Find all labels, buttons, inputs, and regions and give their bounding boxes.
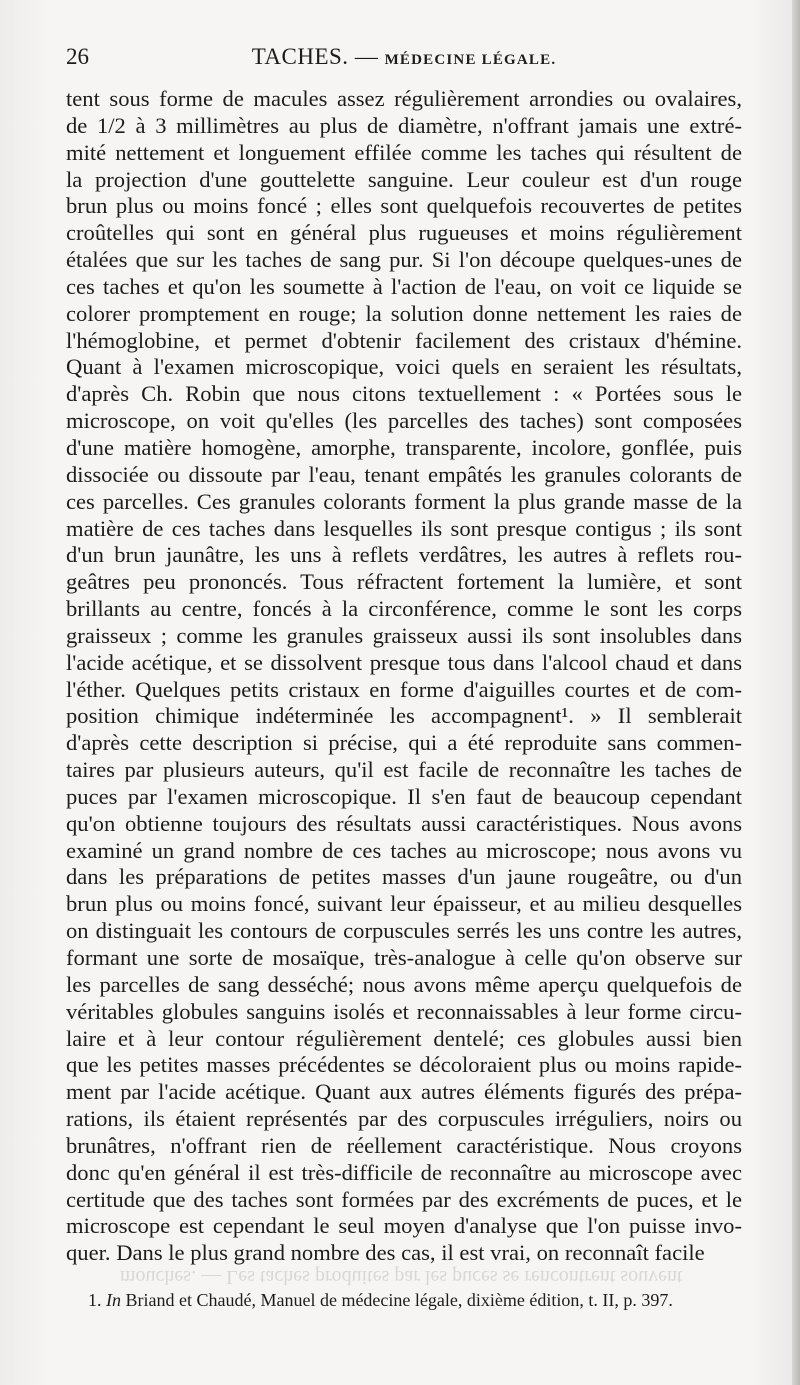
text-line: étalées que sur les taches de sang pur. Si l'on découpe quelques-unes de bbox=[66, 247, 742, 273]
text-line: dans les préparations de petites masses d'un jaune rougeâtre, ou d'un bbox=[66, 864, 742, 890]
page-number: 26 bbox=[66, 44, 89, 69]
text-line: Quant à l'examen microscopique, voici quels en seraient les résultats, bbox=[66, 354, 742, 380]
text-line: quer. Dans le plus grand nombre des cas, il est vrai, on reconnaît facile bbox=[66, 1240, 705, 1266]
text-line: croûtelles qui sont en général plus rugueuses et moins régulièrement bbox=[66, 220, 742, 246]
text-line: microscope, on voit qu'elles (les parcelles des taches) sont composées bbox=[66, 408, 742, 434]
text-line: taires par plusieurs auteurs, qu'il est facile de reconnaître les taches de bbox=[66, 757, 742, 783]
text-line: ment par l'acide acétique. Quant aux autres éléments figurés des prépa- bbox=[66, 1079, 742, 1105]
text-line: d'après Ch. Robin que nous citons textuellement : « Portées sous le bbox=[66, 381, 742, 407]
footnote bbox=[88, 1290, 738, 1311]
text-line: la projection d'une gouttelette sanguine. Leur couleur est d'un rouge bbox=[66, 166, 742, 192]
running-title-dash: — bbox=[354, 44, 379, 69]
running-header bbox=[66, 44, 742, 78]
text-line: position chimique indéterminée les accompagnent¹. » Il semblerait bbox=[66, 703, 742, 729]
text-line: colorer promptement en rouge; la solution donne nettement les raies de bbox=[66, 300, 742, 326]
text-line: brun plus ou moins foncé ; elles sont quelquefois recouvertes de petites bbox=[66, 193, 742, 219]
text-line: graisseux ; comme les granules graisseux aussi ils sont insolubles dans bbox=[66, 622, 742, 648]
text-line: de 1/2 à 3 millimètres au plus de diamètre, n'offrant jamais une extré- bbox=[66, 112, 742, 138]
text-line: brunâtres, n'offrant rien de réellement caractéristique. Nous croyons bbox=[66, 1132, 742, 1158]
text-line: brun plus ou moins foncé, suivant leur épaisseur, et au milieu desquelles bbox=[66, 891, 742, 917]
text-line: matière de ces taches dans lesquelles ils sont presque contigus ; ils sont bbox=[66, 515, 742, 541]
text-line: donc qu'en général il est très-difficile de reconnaître au microscope avec bbox=[66, 1159, 742, 1185]
page-edge bbox=[792, 0, 800, 1385]
text-line: geâtres peu prononcés. Tous réfractent fortement la lumière, et sont bbox=[66, 569, 742, 595]
text-line: véritables globules sanguins isolés et reconnaissables à leur forme circu- bbox=[66, 998, 742, 1024]
text-line: tent sous forme de macules assez régulièrement arrondies ou ovalaires, bbox=[66, 86, 742, 111]
running-title bbox=[66, 44, 742, 70]
text-line: d'un brun jaunâtre, les uns à reflets verdâtres, les autres à reflets rou- bbox=[66, 542, 742, 568]
body-text bbox=[66, 86, 742, 1267]
running-title-sub: MÉDECINE LÉGALE. bbox=[384, 52, 557, 68]
text-line: rations, ils étaient représentés par des corpuscules irréguliers, noirs ou bbox=[66, 1106, 742, 1132]
text-line: l'éther. Quelques petits cristaux en forme d'aiguilles courtes et de com- bbox=[66, 676, 742, 702]
text-line: mité nettement et longuement effilée comme les taches qui résultent de bbox=[66, 139, 742, 165]
text-line: l'acide acétique, et se dissolvent presque tous dans l'alcool chaud et dans bbox=[66, 649, 742, 675]
text-line: laire et à leur contour régulièrement dentelé; ces globules aussi bien bbox=[66, 1025, 742, 1051]
text-line: d'après cette description si précise, qui a été reproduite sans commen- bbox=[66, 730, 742, 756]
footnote-number: 1. bbox=[88, 1290, 102, 1310]
text-line: qu'on obtienne toujours des résultats aussi caractéristiques. Nous avons bbox=[66, 810, 742, 836]
text-line: que les petites masses précédentes se décoloraient plus ou moins rapide- bbox=[66, 1052, 742, 1078]
bleed-through-text: mouches. — Les taches produites par les puces se rencontrent souvent bbox=[120, 1266, 683, 1288]
text-line: examiné un grand nombre de ces taches au microscope; nous avons vu bbox=[66, 837, 742, 863]
text-line: brillants au centre, foncés à la circonférence, comme le sont les corps bbox=[66, 596, 742, 622]
text-line: les parcelles de sang desséché; nous avons même aperçu quelquefois de bbox=[66, 971, 742, 997]
footnote-text: Briand et Chaudé, Manuel de médecine légale, dixième édition, t. II, p. 397. bbox=[125, 1290, 673, 1310]
text-line: certitude que des taches sont formées par des excréments de puces, et le bbox=[66, 1186, 742, 1212]
text-line: on distinguait les contours de corpuscules serrés les uns contre les autres, bbox=[66, 918, 742, 944]
text-line: puces par l'examen microscopique. Il s'en faut de beaucoup cependant bbox=[66, 783, 742, 809]
text-line: formant une sorte de mosaïque, très-analogue à celle qu'on observe sur bbox=[66, 945, 742, 970]
text-line: l'hémoglobine, et permet d'obtenir facilement des cristaux d'hémine. bbox=[66, 327, 742, 353]
text-line: dissociée ou dissoute par l'eau, tenant empâtés les granules colorants de bbox=[66, 461, 742, 487]
text-line: ces taches et qu'on les soumette à l'action de l'eau, on voit ce liquide se bbox=[66, 273, 742, 299]
footnote-in: In bbox=[106, 1290, 121, 1310]
text-line: d'une matière homogène, amorphe, transparente, incolore, gonflée, puis bbox=[66, 434, 742, 460]
text-line: microscope est cependant le seul moyen d'analyse que l'on puisse invo- bbox=[66, 1213, 742, 1239]
running-title-main: TACHES. bbox=[251, 44, 349, 69]
text-line: ces parcelles. Ces granules colorants forment la plus grande masse de la bbox=[66, 488, 742, 514]
